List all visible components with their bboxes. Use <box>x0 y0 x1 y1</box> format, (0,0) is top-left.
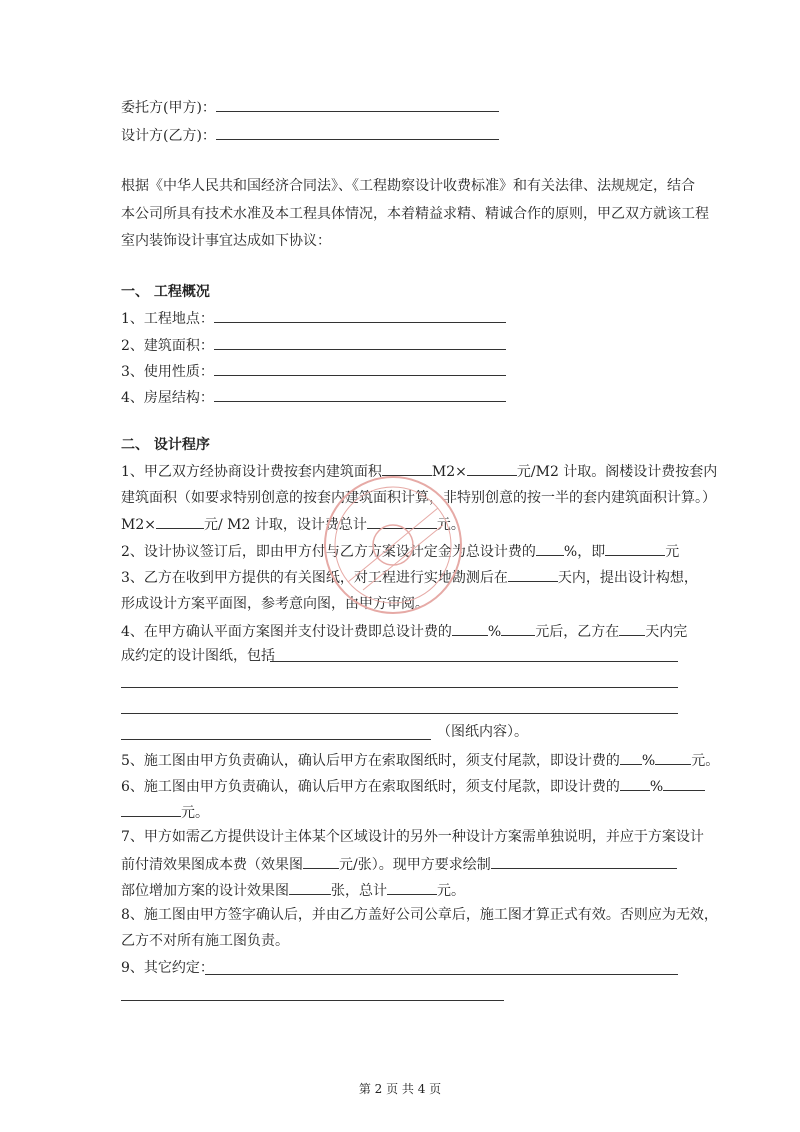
usage-type-blank[interactable] <box>214 360 506 376</box>
designer-party-label: 设计方(乙方)： <box>121 128 216 144</box>
render-total-blank[interactable] <box>387 879 437 895</box>
item-6-percent-blank[interactable] <box>620 775 650 791</box>
area-blank[interactable] <box>382 460 432 476</box>
item-7-text-e: 元。 <box>437 883 465 899</box>
item-1-line-1 <box>121 460 717 482</box>
item-3-text-b: 天内，提出设计构想， <box>557 570 698 586</box>
section-1-heading: 一、 工程概况 <box>121 284 210 300</box>
drawing-content-blank-4[interactable] <box>121 739 431 740</box>
client-party-line <box>121 96 499 118</box>
item-5-text-b: % <box>641 753 656 769</box>
item-1-text-b: M2× <box>431 464 467 480</box>
drawing-content-blank-3[interactable] <box>121 713 678 714</box>
other-terms-blank-2[interactable] <box>121 1000 504 1001</box>
drawing-content-note: （图纸内容）。 <box>437 724 528 740</box>
item-1-text-c: 元/M2 计取。阁楼设计费按套内 <box>516 464 718 480</box>
item-9-text-a: 9、其它约定： <box>121 960 214 976</box>
item-7-line-1: 7、甲方如需乙方提供设计主体某个区域设计的另外一种设计方案需单独说明，并应于方案设计 <box>121 829 704 845</box>
item-4-line-1 <box>121 620 687 642</box>
unit-price-blank[interactable] <box>467 460 517 476</box>
usage-type-line <box>121 360 506 382</box>
item-1-line-3 <box>121 513 465 535</box>
item-6-text-a: 6、施工图由甲方负责确认，确认后甲方在索取图纸时，须支付尾款，即设计费的 <box>121 779 620 795</box>
payment-amount-blank[interactable] <box>501 620 535 636</box>
designer-party-line <box>121 124 499 146</box>
deposit-amount-blank[interactable] <box>605 540 665 556</box>
item-8-line-1: 8、施工图由甲方签字确认后，并由乙方盖好公司公章后，施工图才算正式有效。否则应为无效， <box>121 907 718 923</box>
item-4-line-2: 成约定的设计图纸，包括 <box>121 648 275 664</box>
item-4-text-d: 天内完 <box>645 624 688 640</box>
intro-line-2: 本公司所具有技术水准及本工程具体情况，本着精益求精、精诚合作的原则，甲乙双方就该工程 <box>121 206 709 222</box>
house-structure-line <box>121 386 506 408</box>
item-1-text-a: 1、甲乙双方经协商设计费按套内建筑面积 <box>121 464 382 480</box>
item-8-line-2: 乙方不对所有施工图负责。 <box>121 933 289 949</box>
item-4-text-b: % <box>487 624 502 640</box>
intro-line-3: 室内装饰设计事宜达成如下协议： <box>121 233 331 249</box>
project-location-blank[interactable] <box>214 307 506 323</box>
page-footer: 第 2 页 共 4 页 <box>358 1082 442 1096</box>
deposit-percent-blank[interactable] <box>536 540 564 556</box>
item-1-text-d: M2× <box>121 517 156 533</box>
item-2-text-b: %，即 <box>563 544 606 560</box>
item-5-line <box>121 749 719 771</box>
item-3-text-a: 3、乙方在收到甲方提供的有关图纸，对工程进行实地勘测后在 <box>121 570 508 586</box>
house-structure-label: 4、房屋结构： <box>121 390 214 406</box>
item-2-line <box>121 540 679 562</box>
item-6-line-2 <box>121 801 209 823</box>
payment-percent-blank[interactable] <box>452 620 488 636</box>
total-fee-blank[interactable] <box>367 513 437 529</box>
survey-days-blank[interactable] <box>508 566 558 582</box>
item-6-amount-blank-b[interactable] <box>121 801 181 817</box>
attic-price-blank[interactable] <box>156 513 204 529</box>
item-1-text-e: 元/ M2 计取，设计费总计 <box>203 517 367 533</box>
item-1-text-f: 元。 <box>436 517 465 533</box>
item-5-text-c: 元。 <box>691 753 720 769</box>
project-location-line <box>121 307 506 329</box>
item-9-line <box>121 958 214 978</box>
item-7-text-d: 张，总计 <box>331 883 387 899</box>
item-6-text-b: % <box>649 779 664 795</box>
building-area-line <box>121 334 506 356</box>
client-party-label: 委托方(甲方)： <box>121 100 216 116</box>
item-6-line-1 <box>121 775 705 797</box>
drawing-days-blank[interactable] <box>619 620 645 636</box>
usage-type-label: 3、使用性质： <box>121 364 214 380</box>
building-area-blank[interactable] <box>214 334 506 350</box>
item-7-text-c: 部位增加方案的设计效果图 <box>121 883 289 899</box>
drawing-content-blank-2[interactable] <box>121 687 678 688</box>
render-price-blank[interactable] <box>303 853 339 869</box>
render-area-blank[interactable] <box>491 853 677 869</box>
item-2-text-a: 2、设计协议签订后，即由甲方付与乙方方案设计定金为总设计费的 <box>121 544 536 560</box>
item-3-line-2: 形成设计方案平面图，参考意向图，由甲方审阅。 <box>121 596 429 612</box>
item-1-line-2: 建筑面积（如要求特别创意的按套内建筑面积计算，非特别创意的按一半的套内建筑面积计算。） <box>121 490 716 506</box>
intro-line-1: 根据《中华人民共和国经济合同法》、《工程勘察设计收费标准》和有关法律、法规规定，结合 <box>121 178 695 194</box>
item-2-text-c: 元 <box>665 544 680 560</box>
render-count-blank[interactable] <box>289 879 331 895</box>
item-7-text-a: 前付清效果图成本费（效果图 <box>121 857 303 873</box>
project-location-label: 1、工程地点： <box>121 311 214 327</box>
client-party-blank[interactable] <box>216 96 499 112</box>
building-area-label: 2、建筑面积： <box>121 338 214 354</box>
house-structure-blank[interactable] <box>214 386 506 402</box>
other-terms-blank-1[interactable] <box>205 974 678 975</box>
item-7-line-2 <box>121 853 677 875</box>
section-2-heading: 二、 设计程序 <box>121 437 210 453</box>
designer-party-blank[interactable] <box>216 124 499 140</box>
item-6-amount-blank-a[interactable] <box>663 775 705 791</box>
item-7-text-b: 元/张）。现甲方要求绘制 <box>339 857 491 873</box>
item-4-text-c: 元后，乙方在 <box>535 624 620 640</box>
item-7-line-3 <box>121 879 465 901</box>
item-3-line-1 <box>121 566 698 588</box>
item-6-text-c: 元。 <box>181 805 209 821</box>
item-4-text-a: 4、在甲方确认平面方案图并支付设计费即总设计费的 <box>121 624 452 640</box>
item-5-text-a: 5、施工图由甲方负责确认，确认后甲方在索取图纸时，须支付尾款，即设计费的 <box>121 753 620 769</box>
item-5-amount-blank[interactable] <box>655 749 691 765</box>
item-5-percent-blank[interactable] <box>620 749 642 765</box>
drawing-content-blank-1[interactable] <box>270 661 678 662</box>
